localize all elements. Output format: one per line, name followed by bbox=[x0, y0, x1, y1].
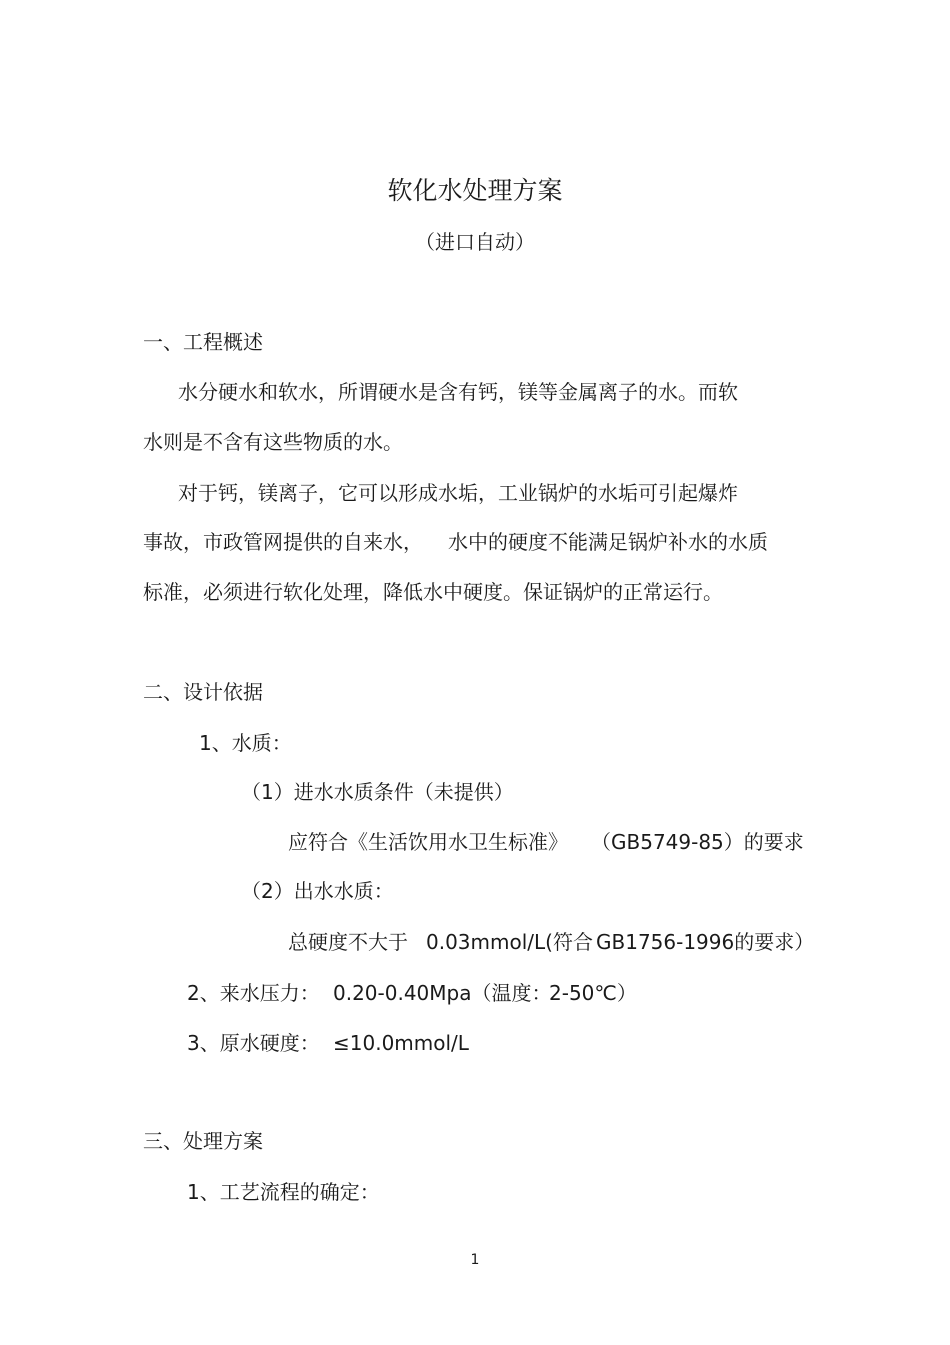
section1-paragraph1-line1: 水分硬水和软水，所谓硬水是含有钙，镁等金属离子的水。而软 bbox=[178, 380, 738, 404]
section1-paragraph2-line2-b: 水中的硬度不能满足锅炉补水的水质 bbox=[448, 530, 768, 554]
section2-item2-b: 0.20-0.40Mpa（温度： bbox=[333, 981, 552, 1005]
section2-sub2-detail-c: GB1756-1996的要求） bbox=[596, 930, 815, 954]
section2-sub1: （1）进水水质条件（未提供） bbox=[241, 780, 514, 804]
section1-paragraph2-line2-a: 事故，市政管网提供的自来水， bbox=[143, 530, 423, 554]
section2-sub1-detail-a: 应符合《生活饮用水卫生标准》 bbox=[288, 830, 568, 854]
section2-sub2-detail-a: 总硬度不大于 bbox=[288, 930, 408, 954]
section3-heading: 三、处理方案 bbox=[143, 1129, 263, 1153]
section2-item3-b: ≤10.0mmol/L bbox=[333, 1031, 469, 1055]
section2-sub2: （2）出水水质： bbox=[241, 879, 394, 903]
section1-paragraph1-line2: 水则是不含有这些物质的水。 bbox=[143, 430, 403, 454]
section1-paragraph2-line3: 标准，必须进行软化处理，降低水中硬度。保证锅炉的正常运行。 bbox=[143, 580, 723, 604]
section2-sub2-detail-b: 0.03mmol/L(符合 bbox=[426, 930, 593, 954]
section1-heading: 一、工程概述 bbox=[143, 330, 263, 354]
section2-item2-c: 2-50℃） bbox=[549, 981, 637, 1005]
doc-subtitle: （进口自动） bbox=[415, 230, 535, 254]
section1-paragraph2-line1: 对于钙，镁离子，它可以形成水垢，工业锅炉的水垢可引起爆炸 bbox=[178, 481, 738, 505]
section2-item3-a: 3、原水硬度： bbox=[187, 1031, 320, 1055]
page-number: 1 bbox=[470, 1252, 480, 1268]
section3-item1: 1、工艺流程的确定： bbox=[187, 1180, 380, 1204]
section2-item1: 1、水质： bbox=[199, 731, 292, 755]
section2-sub1-detail-b: （GB5749-85）的要求 bbox=[591, 830, 804, 854]
section2-heading: 二、设计依据 bbox=[143, 680, 263, 704]
section2-item2-a: 2、来水压力： bbox=[187, 981, 320, 1005]
doc-title: 软化水处理方案 bbox=[387, 176, 563, 205]
